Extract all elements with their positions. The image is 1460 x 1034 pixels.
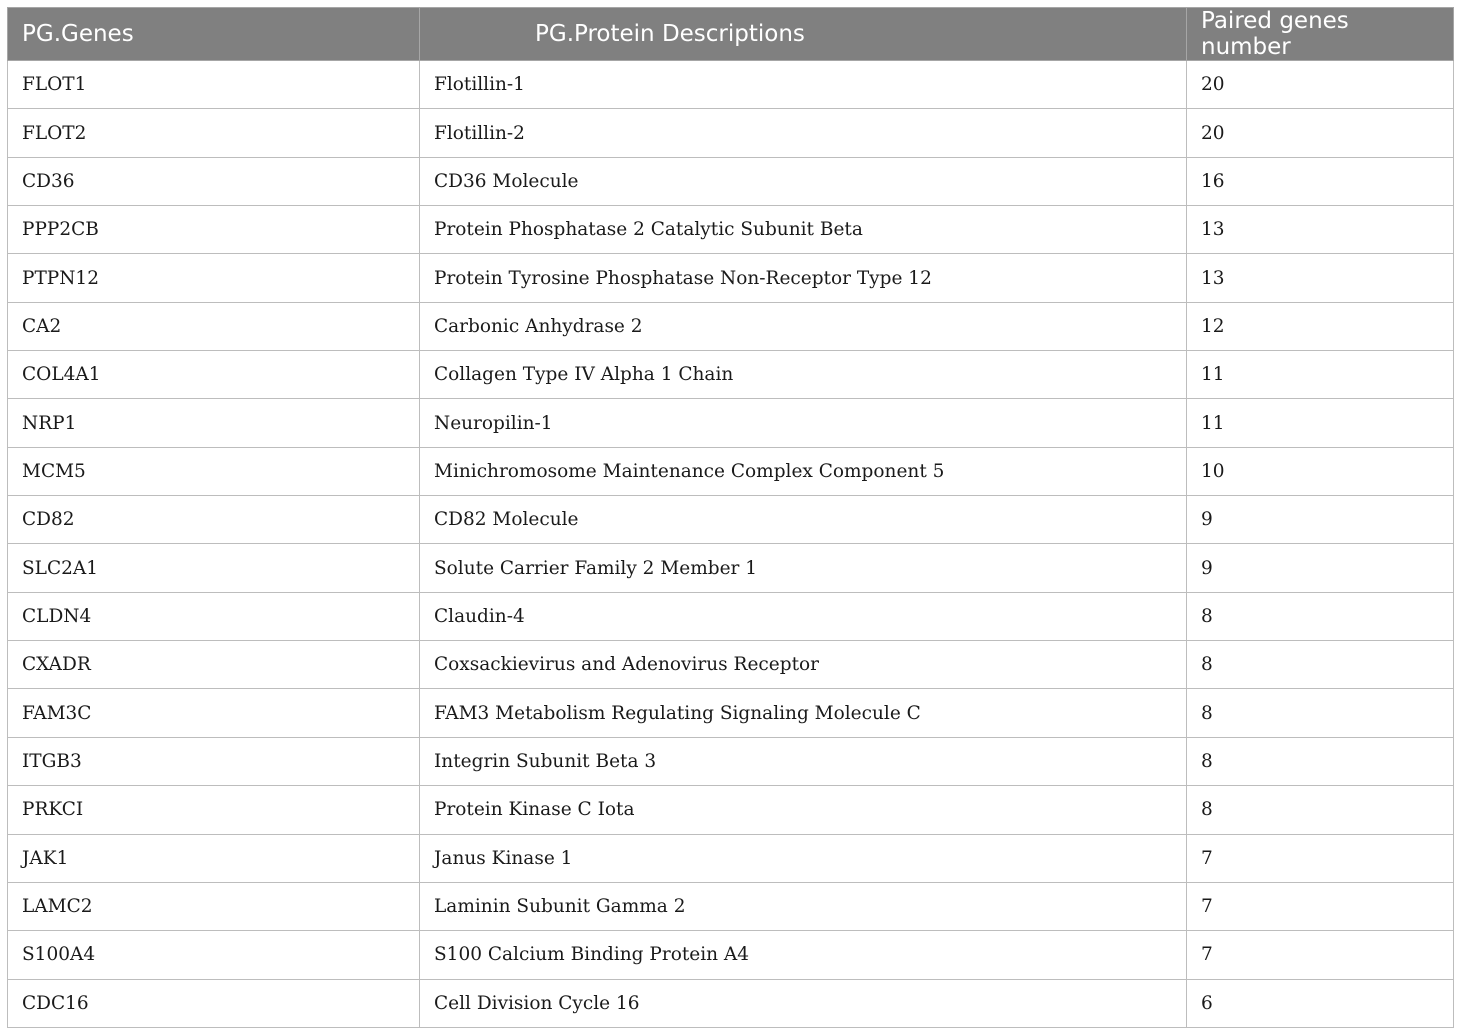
cell-gene: COL4A1 — [8, 351, 420, 399]
cell-gene: CDC16 — [8, 979, 420, 1027]
cell-gene: PPP2CB — [8, 206, 420, 254]
table-row — [8, 834, 1454, 882]
cell-protein-description: Flotillin-1 — [420, 61, 1187, 109]
cell-paired-number: 8 — [1187, 689, 1454, 737]
table-row — [8, 544, 1454, 592]
cell-paired-number: 6 — [1187, 979, 1454, 1027]
table-row — [8, 157, 1454, 205]
table-row — [8, 302, 1454, 350]
table-row — [8, 109, 1454, 157]
cell-protein-description: S100 Calcium Binding Protein A4 — [420, 931, 1187, 979]
cell-paired-number: 8 — [1187, 592, 1454, 640]
header-pg-genes: PG.Genes — [8, 8, 420, 61]
cell-protein-description: Protein Kinase C Iota — [420, 786, 1187, 834]
header-paired-genes-number: Paired genes number — [1187, 8, 1454, 61]
table-row — [8, 61, 1454, 109]
cell-gene: MCM5 — [8, 447, 420, 495]
gene-table-container — [7, 7, 1453, 1028]
cell-protein-description: Collagen Type IV Alpha 1 Chain — [420, 351, 1187, 399]
cell-protein-description: Integrin Subunit Beta 3 — [420, 737, 1187, 785]
cell-paired-number: 8 — [1187, 737, 1454, 785]
cell-gene: CD82 — [8, 496, 420, 544]
cell-paired-number: 16 — [1187, 157, 1454, 205]
cell-paired-number: 11 — [1187, 399, 1454, 447]
cell-paired-number: 7 — [1187, 931, 1454, 979]
cell-paired-number: 13 — [1187, 206, 1454, 254]
cell-gene: PTPN12 — [8, 254, 420, 302]
cell-gene: LAMC2 — [8, 882, 420, 930]
cell-gene: FLOT1 — [8, 61, 420, 109]
cell-protein-description: Protein Phosphatase 2 Catalytic Subunit Beta — [420, 206, 1187, 254]
gene-table — [7, 7, 1454, 1028]
cell-paired-number: 12 — [1187, 302, 1454, 350]
cell-paired-number: 10 — [1187, 447, 1454, 495]
cell-gene: NRP1 — [8, 399, 420, 447]
cell-protein-description: Flotillin-2 — [420, 109, 1187, 157]
cell-paired-number: 7 — [1187, 834, 1454, 882]
cell-protein-description: FAM3 Metabolism Regulating Signaling Molecule C — [420, 689, 1187, 737]
cell-protein-description: Claudin-4 — [420, 592, 1187, 640]
table-row — [8, 979, 1454, 1027]
cell-protein-description: Cell Division Cycle 16 — [420, 979, 1187, 1027]
cell-protein-description: Neuropilin-1 — [420, 399, 1187, 447]
cell-gene: CXADR — [8, 641, 420, 689]
cell-protein-description: Protein Tyrosine Phosphatase Non-Receptor Type 12 — [420, 254, 1187, 302]
cell-protein-description: CD36 Molecule — [420, 157, 1187, 205]
cell-gene: ITGB3 — [8, 737, 420, 785]
table-row — [8, 496, 1454, 544]
cell-paired-number: 8 — [1187, 786, 1454, 834]
table-body — [8, 61, 1454, 1028]
cell-protein-description: Carbonic Anhydrase 2 — [420, 302, 1187, 350]
cell-gene: JAK1 — [8, 834, 420, 882]
cell-gene: CA2 — [8, 302, 420, 350]
cell-paired-number: 20 — [1187, 109, 1454, 157]
table-row — [8, 254, 1454, 302]
cell-protein-description: Coxsackievirus and Adenovirus Receptor — [420, 641, 1187, 689]
cell-gene: CD36 — [8, 157, 420, 205]
table-header — [8, 8, 1454, 61]
cell-protein-description: Solute Carrier Family 2 Member 1 — [420, 544, 1187, 592]
table-row — [8, 641, 1454, 689]
table-row — [8, 689, 1454, 737]
cell-paired-number: 13 — [1187, 254, 1454, 302]
cell-gene: S100A4 — [8, 931, 420, 979]
cell-paired-number: 20 — [1187, 61, 1454, 109]
cell-paired-number: 9 — [1187, 544, 1454, 592]
table-row — [8, 786, 1454, 834]
cell-gene: FAM3C — [8, 689, 420, 737]
cell-protein-description: Minichromosome Maintenance Complex Component 5 — [420, 447, 1187, 495]
table-row — [8, 206, 1454, 254]
table-row — [8, 351, 1454, 399]
header-row — [8, 8, 1454, 61]
cell-gene: CLDN4 — [8, 592, 420, 640]
cell-protein-description: CD82 Molecule — [420, 496, 1187, 544]
table-row — [8, 399, 1454, 447]
table-row — [8, 931, 1454, 979]
table-row — [8, 737, 1454, 785]
table-row — [8, 447, 1454, 495]
cell-protein-description: Janus Kinase 1 — [420, 834, 1187, 882]
cell-paired-number: 7 — [1187, 882, 1454, 930]
cell-gene: FLOT2 — [8, 109, 420, 157]
cell-paired-number: 8 — [1187, 641, 1454, 689]
table-row — [8, 592, 1454, 640]
header-protein-descriptions: PG.Protein Descriptions — [420, 8, 1187, 61]
cell-paired-number: 9 — [1187, 496, 1454, 544]
cell-gene: SLC2A1 — [8, 544, 420, 592]
cell-protein-description: Laminin Subunit Gamma 2 — [420, 882, 1187, 930]
cell-paired-number: 11 — [1187, 351, 1454, 399]
cell-gene: PRKCI — [8, 786, 420, 834]
table-row — [8, 882, 1454, 930]
